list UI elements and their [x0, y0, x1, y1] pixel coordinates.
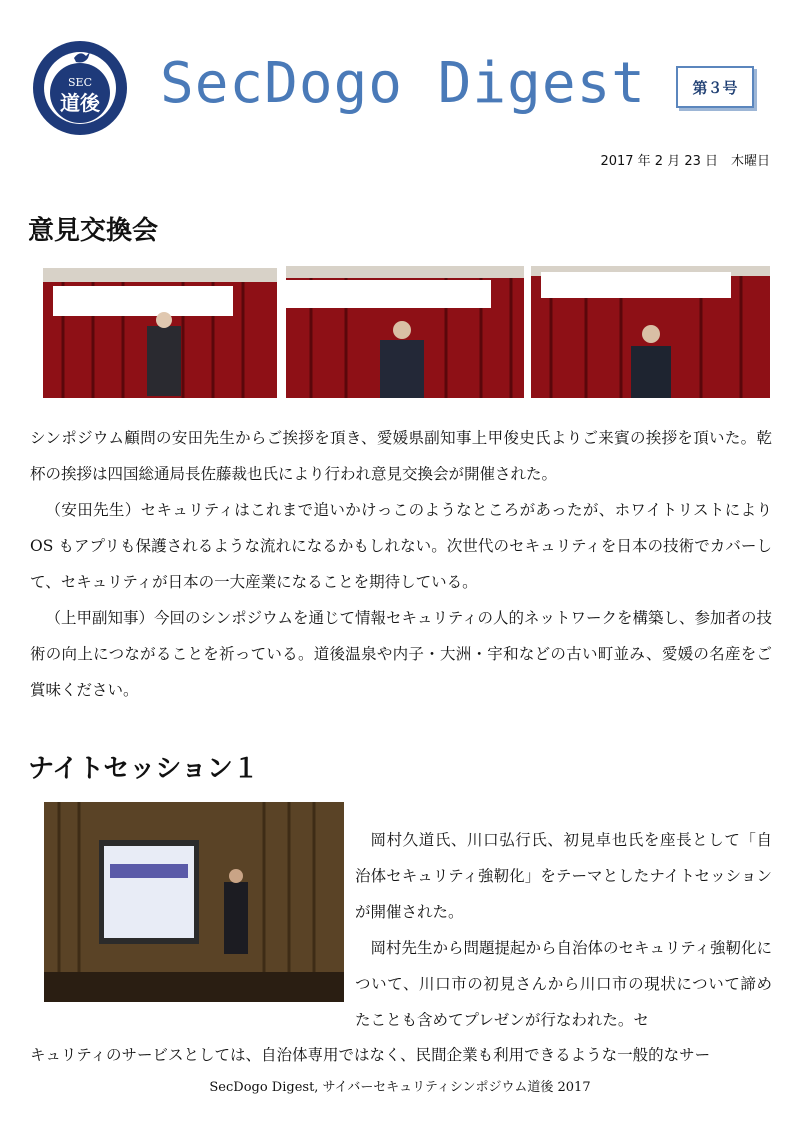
secdogo-logo: [30, 38, 130, 138]
exchange-body: [30, 420, 772, 708]
exchange-paragraph: （上甲副知事）今回のシンポジウムを通じて情報セキュリティの人的ネットワークを構築し、参加者の技術の向上につながることを祈っている。道後温泉や内子・大洲・宇和などの古い町並み、愛媛の名産をご賞味ください。: [30, 609, 772, 699]
night-session-side-text: [355, 822, 772, 1038]
newsletter-title: SecDogo Digest: [160, 51, 647, 116]
page-footer: SecDogo Digest, サイバーセキュリティシンポジウム道後 2017: [209, 1080, 591, 1095]
issue-number-badge: 第３号: [676, 66, 754, 108]
logo-sec-text: SEC: [68, 76, 92, 89]
stage-photo-2: [286, 266, 524, 398]
exchange-paragraph: （安田先生）セキュリティはこれまで追いかけっこのようなところがあったが、ホワイトリストにより OS もアプリも保護されるような流れになるかもしれない。次世代のセキュリティを日本の技術でカバーして、セキュリティが日本の一大産業になることを期待している。: [30, 501, 772, 591]
publication-date: 2017 年 2 月 23 日 木曜日: [600, 154, 770, 169]
section-heading-exchange: 意見交換会: [28, 216, 159, 246]
exchange-paragraph: シンポジウム顧問の安田先生からご挨拶を頂き、愛媛県副知事上甲俊史氏よりご来賓の挨拶を頂いた。乾杯の挨拶は四国総通局長佐藤裁也氏により行われ意見交換会が開催された。: [30, 429, 772, 483]
stage-photo-1: [43, 268, 277, 398]
night-session-paragraph: 岡村久道氏、川口弘行氏、初見卓也氏を座長として「自治体セキュリティ強靭化」をテーマとしたナイトセッションが開催された。: [355, 831, 772, 921]
night-session-paragraph-continued: キュリティのサービスとしては、自治体専用ではなく、民間企業も利用できるような一般的なサー: [30, 1046, 711, 1064]
section-heading-night-session: ナイトセッション１: [28, 754, 259, 784]
night-session-photo: [44, 802, 344, 1002]
logo-kanji-text: 道後: [60, 91, 100, 115]
night-session-full-text: [30, 1037, 772, 1073]
night-session-paragraph: 岡村先生から問題提起から自治体のセキュリティ強靭化について、川口市の初見さんから川口市の現状について諦めたことも含めてプレゼンが行なわれた。セ: [355, 939, 772, 1029]
stage-photo-3: [531, 266, 770, 398]
